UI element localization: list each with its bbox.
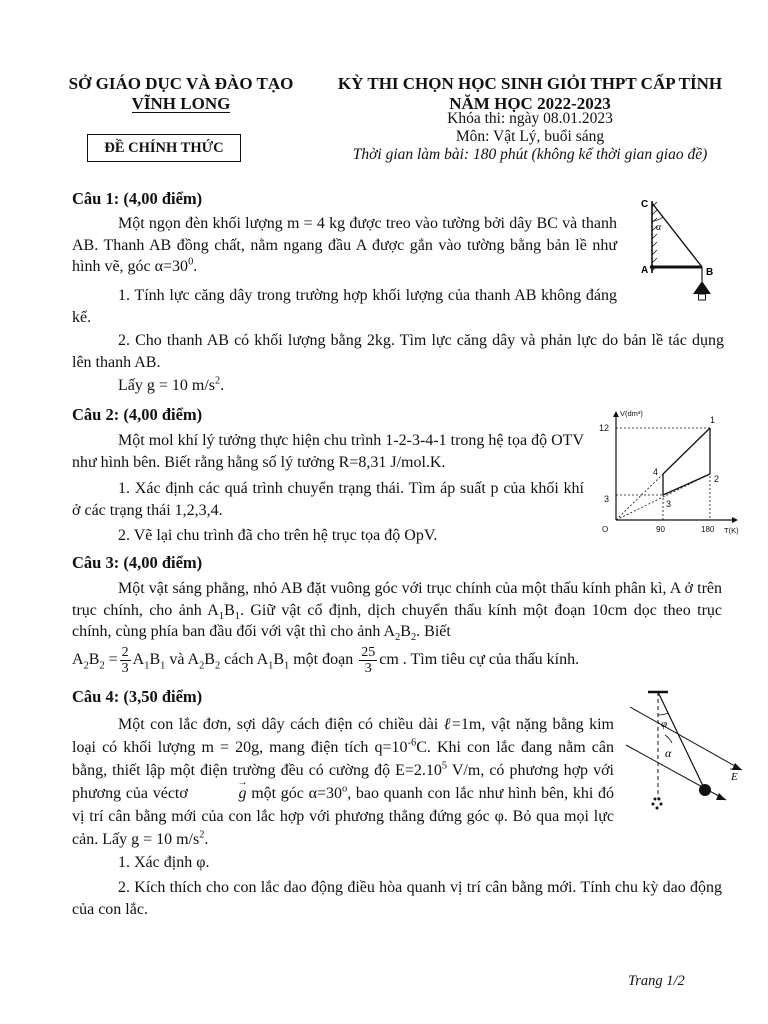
field-exp: 5 [441, 760, 448, 772]
pendulum-string [658, 692, 704, 788]
eq-end: cm . Tìm tiêu cự của thấu kính. [379, 651, 580, 669]
q1-gravity-sup: 2 [215, 375, 221, 387]
q1-gravity-text: Lấy g = 10 m/s [118, 377, 216, 394]
official-label: ĐỀ CHÍNH THỨC [104, 140, 224, 156]
q2-figure [590, 408, 750, 540]
field-line-upper [630, 707, 742, 770]
eq-sub: 1 [144, 660, 150, 672]
q1-part2: 2. Cho thanh AB có khối lượng bằng 2kg. Tìm lực căng dây và phản lực do bản lề tác dụng lên thanh AB. [72, 332, 724, 371]
eq-distance: cách A [220, 651, 269, 669]
exam-title-line-2: NĂM HỌC 2022-2023 [449, 94, 611, 113]
eq-sign: = [108, 651, 118, 669]
eq-b1: B [149, 651, 161, 669]
field-line-lower [626, 745, 726, 800]
cycle-path [663, 428, 710, 495]
q4-title: Câu 4: (3,50 điểm) [72, 687, 203, 706]
frac-den: 3 [121, 661, 129, 676]
q1-degree-sup: 0 [188, 256, 194, 268]
phi-arc [658, 713, 668, 715]
exam-subject: Môn: Vật Lý, buổi sáng [455, 128, 605, 145]
exam-title-line-1: KỲ THI CHỌN HỌC SINH GIỎI THPT CẤP TỈNH [337, 74, 723, 93]
q3-text-a: Một vật sáng phẳng, nhỏ AB đặt vuông góc với trục chính của một thấu kính phân kì, A ở trên trục chính, cho ảnh A [72, 580, 722, 619]
q1-intro-text: Một ngọn đèn khối lượng m = 4 kg được treo vào tường bởi dây BC và thanh AB. Thanh AB đồng chất, nằm ngang đầu A được gắn vào tường bằng bản lề như hình vẽ, góc α=30 [72, 215, 617, 275]
t-axis-label: T(K) [724, 526, 739, 535]
q3-sub-b1: 1 [234, 610, 240, 622]
q2-intro: Một mol khí lý tưởng thực hiện chu trình 1-2-3-4-1 trong hệ tọa độ OTV như hình bên. Biết rằng hằng số lý tưởng R=8,31 J/mol.K. [72, 432, 584, 471]
lamp-shade [693, 281, 711, 294]
eq-and: và A [169, 651, 200, 669]
xtick-90: 90 [656, 525, 665, 534]
v-axis-label: V(dm³) [620, 409, 643, 418]
eq-sub: 1 [268, 660, 274, 672]
q3-body [72, 578, 722, 643]
hinge-a [650, 265, 654, 269]
page-number: Trang 1/2 [628, 973, 685, 989]
eq-sub: 2 [99, 660, 105, 672]
q4-text-a: Một con lắc đơn, sợi dây cách điện có chiều dài [118, 716, 444, 733]
alpha-arc [665, 735, 672, 743]
eq-b: B [88, 651, 100, 669]
q4-text-f: , bao quanh con lắc như hình bên, khi đó vị trí cân bằng mới của con lắc hợp với phương thẳng đứng góc φ. Bỏ qua mọi lực cản. Lấy g = 10 m/s [72, 785, 614, 848]
charge-exp: -6 [407, 737, 417, 749]
q4-part1: 1. Xác định φ. [118, 854, 210, 871]
q4-figure [618, 685, 748, 825]
label-alpha-q4: α [665, 746, 672, 760]
alpha-arc [652, 217, 663, 221]
eq-segment: một đoạn [289, 651, 354, 669]
origin-label: O [602, 525, 609, 534]
q1-intro-end: . [193, 258, 198, 275]
point-3: 3 [666, 499, 672, 509]
q4-text-g: . [204, 831, 209, 848]
exam-meta [310, 110, 750, 164]
ytick-12: 12 [599, 423, 610, 433]
q2-part1: 1. Xác định các quá trình chuyển trạng thái. Tìm áp suất p của khối khí ở các trạng thái 1,2,3,4. [72, 480, 584, 519]
q1-title: Câu 1: (4,00 điểm) [72, 189, 203, 208]
q3-sub-a2: 2 [395, 632, 401, 644]
label-c: C [641, 199, 649, 210]
department-line-2: VĨNH LONG [131, 94, 231, 113]
fraction-2-3 [120, 645, 131, 676]
q3-equation [72, 645, 579, 676]
ell-symbol: ℓ [443, 716, 452, 733]
v-axis-arrow [613, 411, 619, 417]
frac-num: 2 [121, 645, 129, 660]
g-vector-marker [652, 798, 663, 810]
string-bc [652, 203, 702, 267]
eq-sub: 1 [160, 660, 166, 672]
eq-b2: B [204, 651, 215, 669]
gravity-exp: 2 [199, 829, 205, 841]
q4-text-c: C. Khi con lắc đang nằm cân bằng, thiết lập một điện trường đều có cường độ E=2.10 [72, 739, 614, 779]
point-2: 2 [714, 474, 720, 484]
label-b: B [706, 267, 714, 278]
q4-body [72, 713, 614, 851]
label-phi: φ [661, 718, 668, 730]
eq-sub: 2 [214, 660, 221, 672]
angle-deg: o [341, 783, 348, 795]
t-axis-arrow [732, 517, 738, 523]
q3-sub-b2: 2 [410, 632, 417, 644]
q4-text-e: một góc α=30 [246, 785, 342, 802]
q1-figure [630, 193, 730, 313]
q4-text-d: V/m, có phương hợp với phương của véctơ [72, 762, 614, 802]
eq-b1b: B [273, 651, 285, 669]
q2-title: Câu 2: (4,00 điểm) [72, 405, 203, 424]
frac-num: 25 [361, 645, 376, 660]
q3-sub-a1: 1 [218, 610, 225, 622]
q3-title: Câu 3: (4,00 điểm) [72, 553, 203, 572]
label-e: E [731, 771, 738, 783]
point-1: 1 [710, 415, 716, 425]
q4-part2: 2. Kích thích cho con lắc dao động điều hòa quanh vị trí cân bằng mới. Tính chu kỳ dao động của con lắc. [72, 879, 722, 918]
q4-text-b: =1m, vật nặng bằng kim loại có khối lượng m = 20g, mang điện tích q=10 [72, 716, 615, 756]
department-line-1: SỞ GIÁO DỤC VÀ ĐÀO TẠO [68, 74, 294, 93]
g-vector: → g [193, 782, 247, 805]
eq-a: A [72, 651, 84, 669]
q1-gravity-end: . [220, 377, 225, 394]
fraction-25-3 [359, 645, 377, 676]
eq-sub: 2 [199, 660, 205, 672]
eq-a1: A [132, 651, 145, 669]
q3-text-c: . Giữ vật cố định, dịch chuyển thấu kính một đoạn 10cm dọc theo trục chính, cùng phía ban đầu đối với vật thì cho ảnh A [72, 601, 723, 640]
frac-den: 3 [364, 661, 372, 676]
department-name [58, 74, 304, 114]
exam-date: Khóa thi: ngày 08.01.2023 [447, 110, 613, 127]
q1-part1: 1. Tính lực căng dây trong trường hợp khối lượng của thanh AB không đáng kể. [72, 287, 617, 326]
ytick-3: 3 [604, 494, 610, 504]
q3-text-d: B [400, 623, 411, 640]
official-exam-box [87, 134, 241, 162]
q2-part2: 2. Vẽ lại chu trình đã cho trên hệ trục tọa độ OpV. [118, 527, 438, 544]
xtick-180: 180 [701, 525, 715, 534]
label-alpha: α [656, 222, 662, 233]
q3-text-b: B [224, 601, 235, 619]
eq-sub: 2 [83, 660, 89, 672]
lamp-bulb [699, 294, 706, 300]
q3-text-e: . Biết [416, 623, 451, 640]
field-arrow-lower [716, 793, 726, 800]
exam-title [310, 74, 750, 114]
eq-sub: 1 [284, 660, 290, 672]
point-4: 4 [653, 467, 659, 477]
label-a: A [641, 265, 649, 276]
q1-intro [72, 213, 617, 278]
q1-gravity [118, 375, 224, 397]
exam-duration: Thời gian làm bài: 180 phút (không kể thời gian giao đề) [352, 146, 708, 163]
